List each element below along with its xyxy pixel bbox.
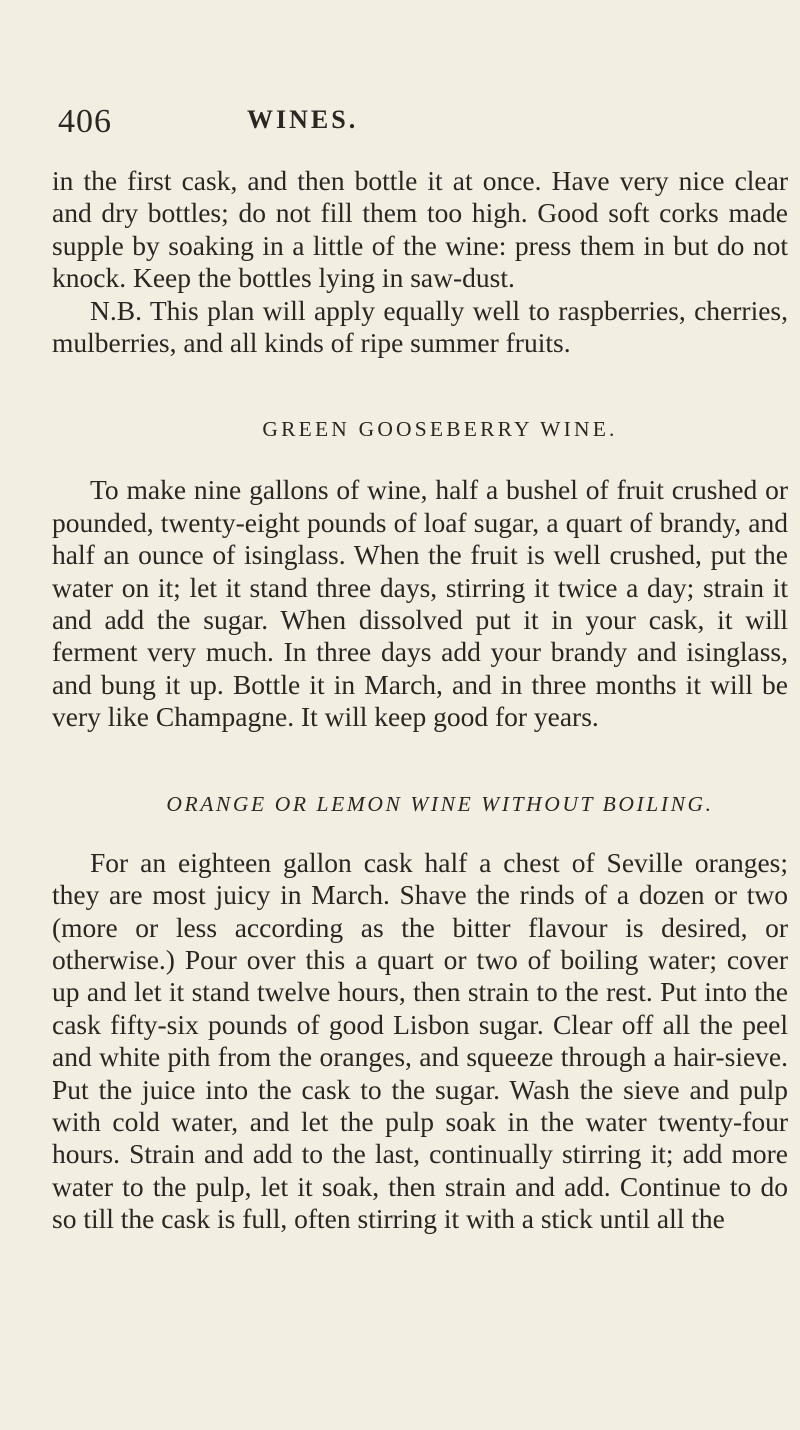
paragraph-continuation: in the first cask, and then bottle it at once. Have very nice clear and dry bottles; do not fill them too high. Good soft corks made supple by soaking in a little of the wine: press them in but do not knock. Keep the bottles lying in saw-dust. [52, 165, 788, 294]
page-number: 406 [58, 103, 112, 140]
paragraph-note: N.B. This plan will apply equally well to raspberries, cherries, mulberries, and all kinds of ripe summer fruits. [52, 294, 788, 359]
paragraph-orange-lemon: For an eighteen gallon cask half a chest of Seville oranges; they are most juicy in March. Shave the rinds of a dozen or two (more or less according as the bitter flavour is desired, or otherwise.) Pour over this a quart or two of boiling water; cover up and let it stand twelve hours, then strain to the rest. Put into the cask fifty-six pounds of good Lisbon sugar. Clear off all the peel and white pith from the oranges, and squeeze through a hair-sieve. Put the juice into the cask to the sugar. Wash the sieve and pulp with cold water, and let the pulp soak in the water twenty-four hours. Strain and add to the last, continually stirring it; add more water to the pulp, let it soak, then strain and add. Continue to do so till the cask is full, often stirring it with a stick until all the [52, 846, 788, 1235]
running-title: WINES. [247, 105, 359, 134]
paragraph-gooseberry: To make nine gallons of wine, half a bushel of fruit crushed or pounded, twenty-eight pounds of loaf sugar, a quart of brandy, and half an ounce of isinglass. When the fruit is well crushed, put the water on it; let it stand three days, stirring it twice a day; strain it and add the sugar. When dissolved put it in your cask, it will ferment very much. In three days add your brandy and isinglass, and bung it up. Bottle it in March, and in three months it will be very like Champagne. It will keep good for years. [52, 474, 788, 733]
section-title-orange-lemon: ORANGE OR LEMON WINE WITHOUT BOILING. [166, 791, 714, 816]
body-text [52, 165, 788, 1236]
running-head [52, 0, 786, 140]
section-title-gooseberry: GREEN GOOSEBERRY WINE. [262, 417, 618, 442]
